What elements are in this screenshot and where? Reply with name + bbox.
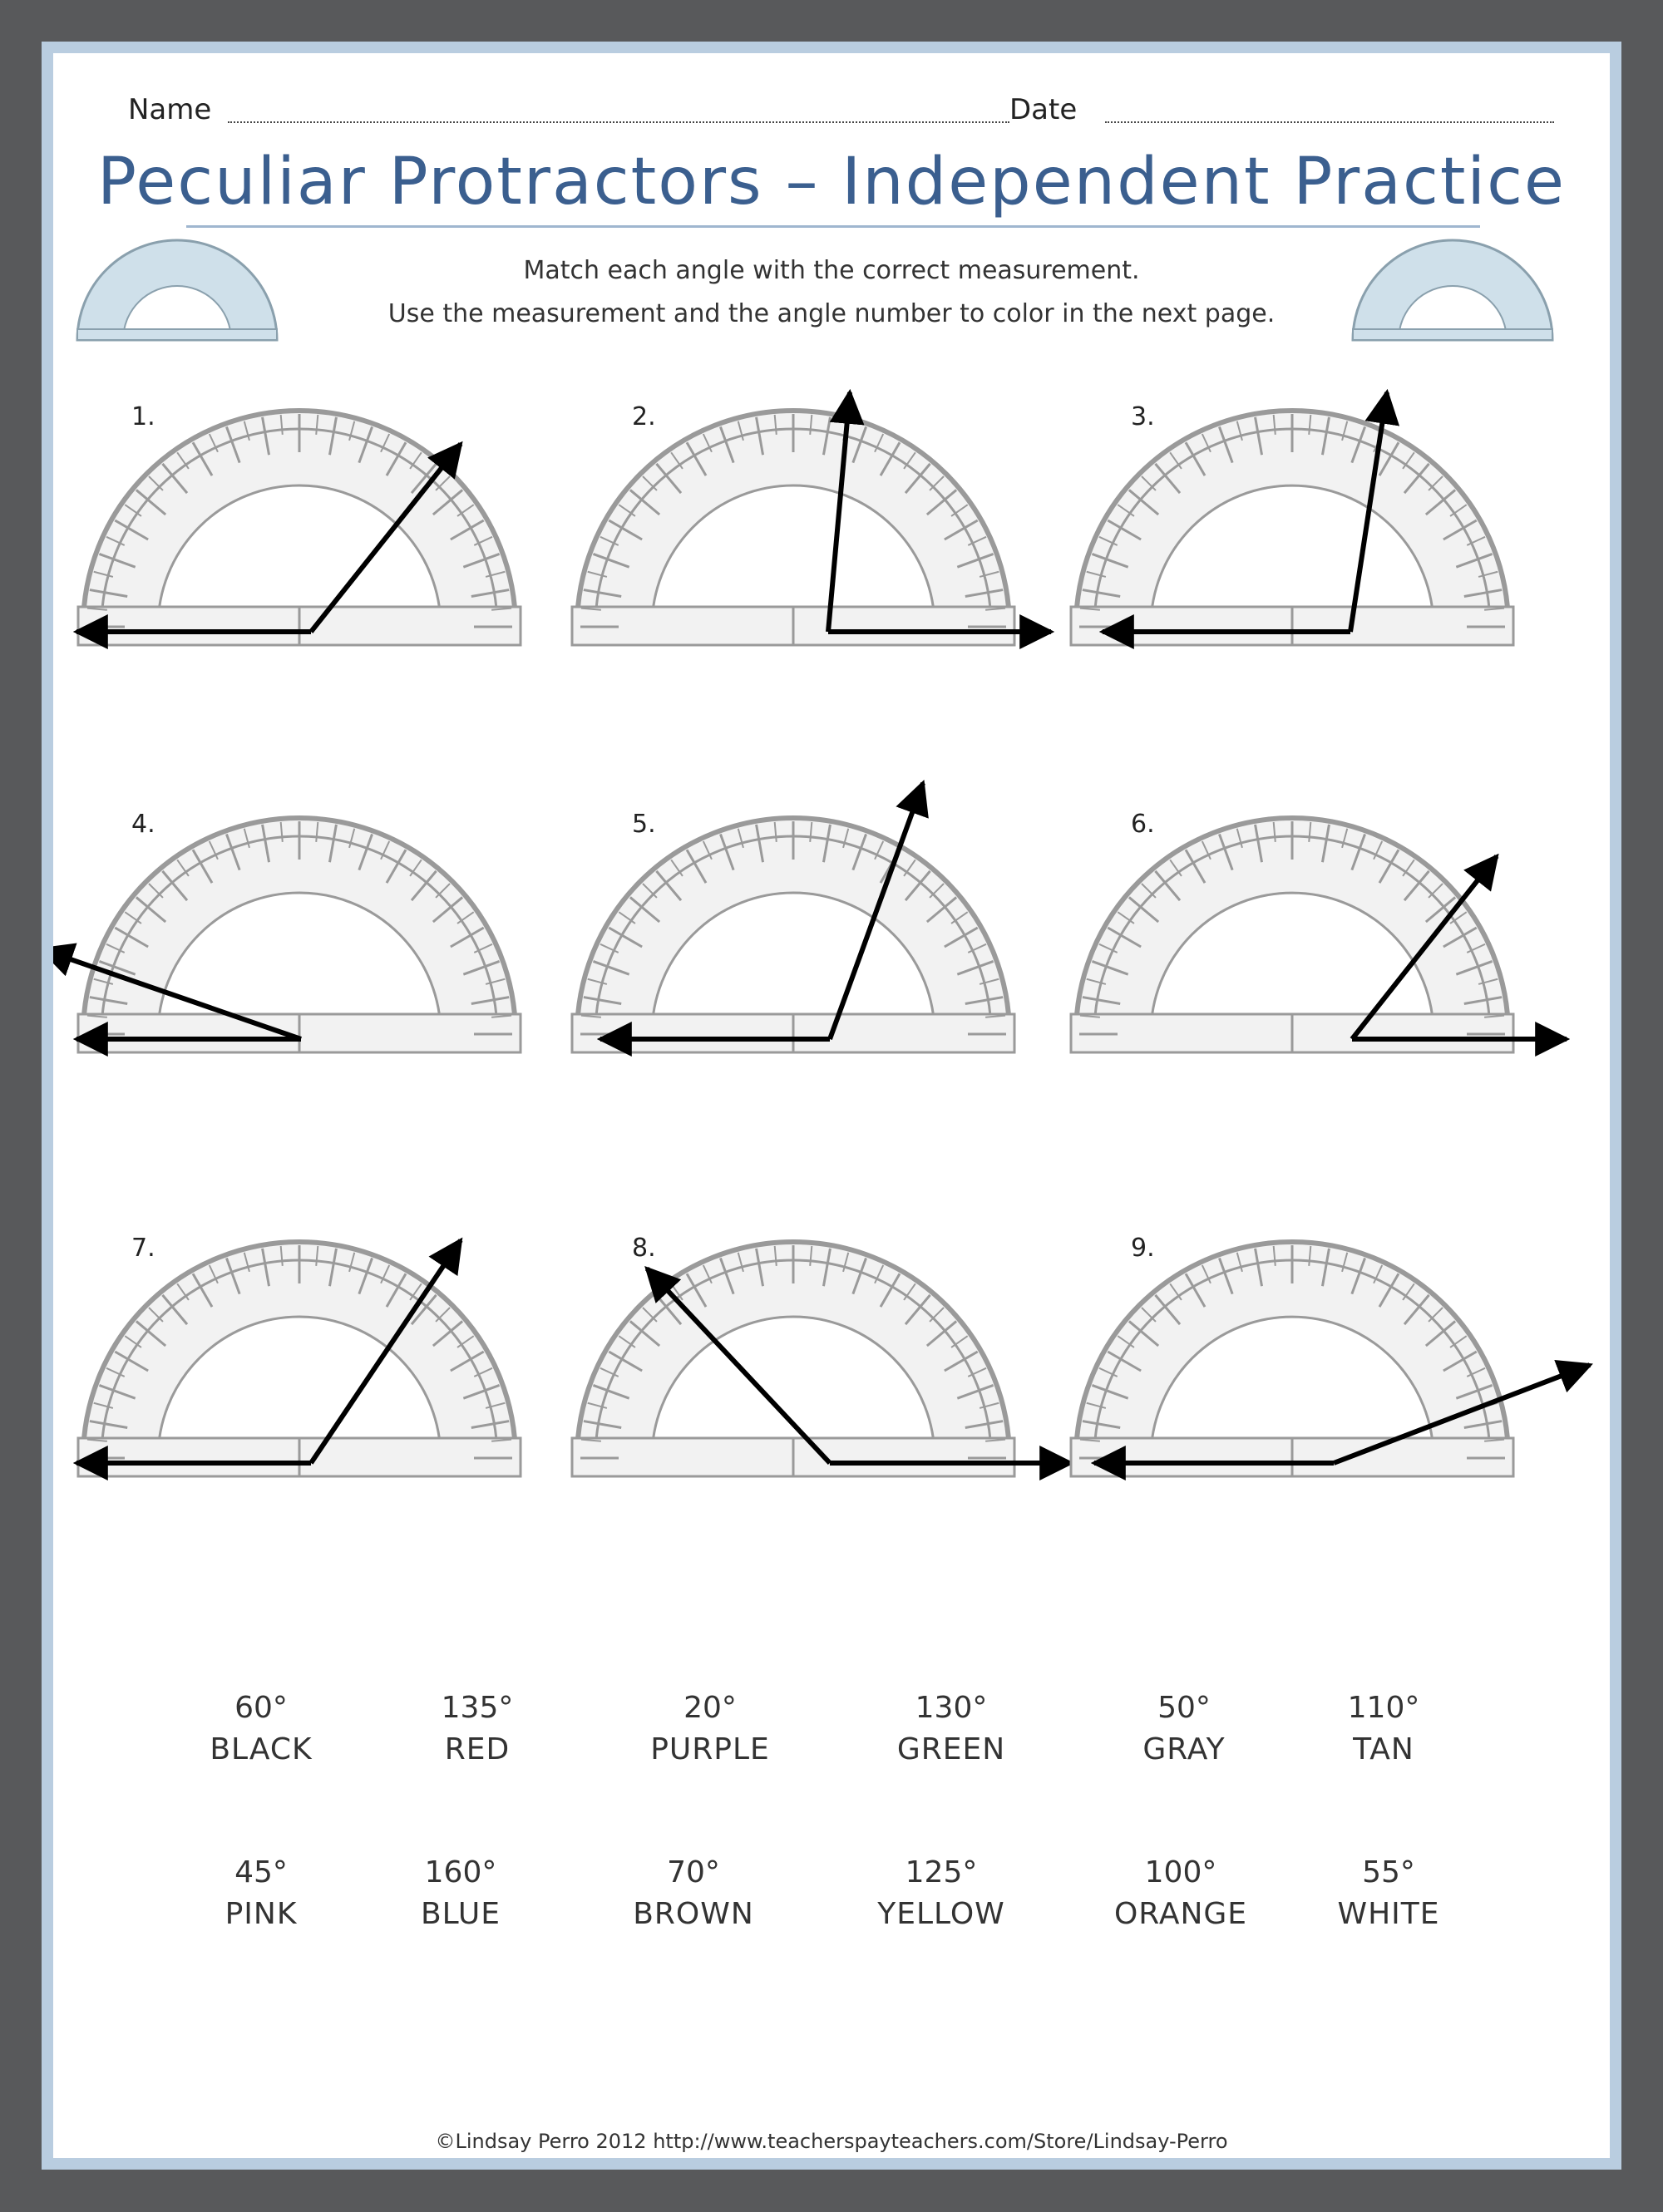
copyright-footer: ©Lindsay Perro 2012 http://www.teacherspayteachers.com/Store/Lindsay-Perro [435, 2130, 1228, 2153]
protractor-problem [76, 1240, 521, 1476]
answer-option [178, 1687, 344, 1771]
problem-number: 4. [131, 810, 155, 839]
answer-degrees: 160° [424, 1855, 497, 1889]
answer-option [1098, 1852, 1264, 1935]
answer-color: BROWN [633, 1897, 754, 1931]
problem-number: 1. [131, 402, 155, 431]
protractor-problem [1071, 1242, 1590, 1476]
answer-option [868, 1687, 1034, 1771]
answer-color: YELLOW [877, 1897, 1005, 1931]
name-label: Name [128, 93, 212, 126]
answer-degrees: 60° [234, 1691, 288, 1725]
answer-option [178, 1852, 344, 1935]
problem-number: 7. [131, 1234, 155, 1263]
answer-degrees: 125° [905, 1855, 978, 1889]
answer-option [627, 1687, 793, 1771]
answer-option [1305, 1852, 1472, 1935]
answer-color: ORANGE [1113, 1897, 1248, 1931]
answer-option [858, 1852, 1024, 1935]
worksheet-page [53, 53, 1610, 2158]
protractor-problem [1071, 818, 1567, 1052]
problem-number: 9. [1131, 1234, 1155, 1263]
answer-color: PINK [225, 1897, 298, 1931]
answer-degrees: 45° [234, 1855, 288, 1889]
answer-color: RED [444, 1732, 511, 1766]
answer-degrees: 110° [1347, 1691, 1420, 1725]
protractor-problems [53, 53, 1610, 2158]
answer-option [1101, 1687, 1267, 1771]
instruction-line-2: Use the measurement and the angle number to color in the next page. [387, 299, 1276, 328]
protractor-problem [76, 411, 521, 645]
answer-option [1300, 1687, 1467, 1771]
answer-option [394, 1687, 560, 1771]
instruction-line-1: Match each angle with the correct measurement. [523, 256, 1140, 285]
protractor-problem [53, 818, 521, 1052]
answer-color: BLACK [210, 1732, 313, 1766]
problem-number: 3. [1131, 402, 1155, 431]
page-title: Peculiar Protractors – Independent Practice [97, 145, 1566, 219]
answer-color: GRAY [1142, 1732, 1226, 1766]
problem-number: 5. [632, 810, 656, 839]
date-label: Date [1009, 93, 1078, 126]
answer-color: WHITE [1337, 1897, 1440, 1931]
answer-option [610, 1852, 777, 1935]
protractor-problem [572, 1242, 1071, 1476]
answer-degrees: 70° [667, 1855, 720, 1889]
answer-degrees: 50° [1157, 1691, 1211, 1725]
problem-number: 8. [632, 1234, 656, 1263]
answer-color: GREEN [896, 1732, 1006, 1766]
answer-degrees: 55° [1362, 1855, 1415, 1889]
answer-option [378, 1852, 544, 1935]
answer-degrees: 135° [441, 1691, 514, 1725]
answer-degrees: 20° [683, 1691, 737, 1725]
answer-color: BLUE [420, 1897, 501, 1931]
answer-color: PURPLE [650, 1732, 770, 1766]
problem-number: 6. [1131, 810, 1155, 839]
answer-color: TAN [1353, 1732, 1414, 1766]
answer-degrees: 130° [915, 1691, 988, 1725]
problem-number: 2. [632, 402, 656, 431]
answer-degrees: 100° [1144, 1855, 1217, 1889]
